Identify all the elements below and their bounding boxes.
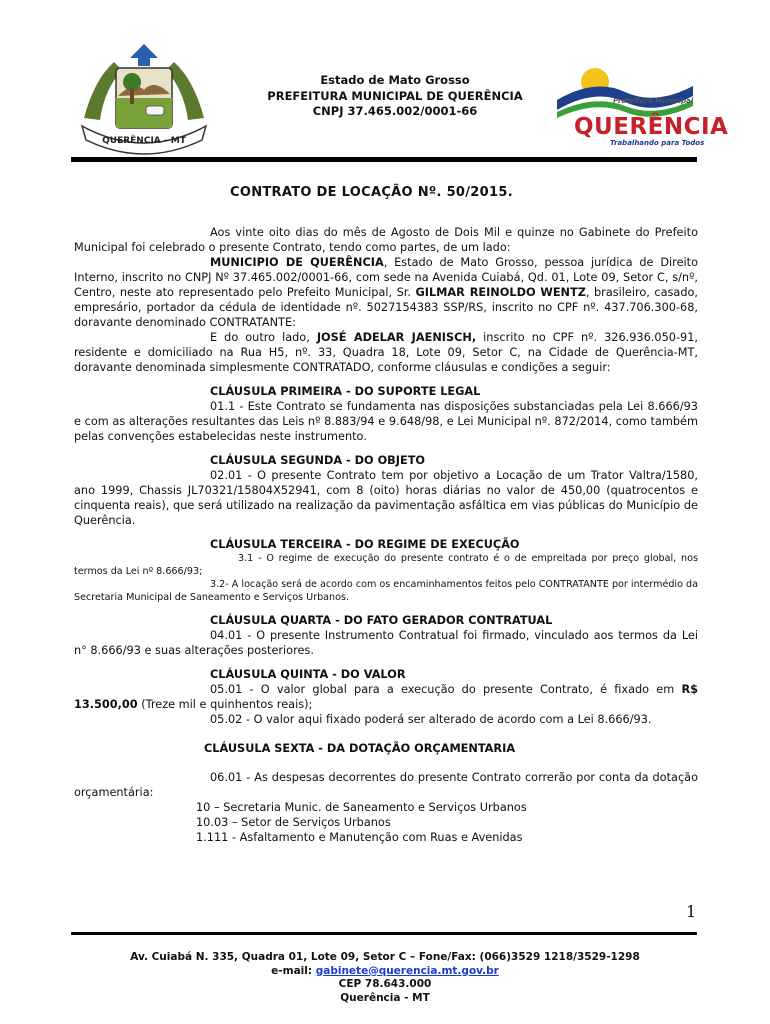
clause-2-text: 02.01 - O presente Contrato tem por objetivo a Locação de um Trator Valtra/1580, ano 1999, Chassis JL70321/15804X52941, com 8 (oito) horas diárias no valor de 450,00 (quatrocentos e cinquenta reais), que será utilizado na realização da pavimentação asfáltica em vias públicas do Município de Querência. — [74, 469, 698, 527]
logo-tagline: Trabalhando para Todos — [610, 139, 705, 147]
footer-address: Av. Cuiabá N. 335, Quadra 01, Lote 09, Setor C – Fone/Fax: (066)3529 1218/3529-1298 — [130, 951, 640, 963]
email-link[interactable]: gabinete@querencia.mt.gov.br — [315, 964, 499, 977]
contracting-party-paragraph: MUNICIPIO DE QUERÊNCIA, Estado de Mato Grosso, pessoa jurídica de Direito Interno, inscrito no CNPJ Nº 37.465.002/0001-66, com sede na Avenida Cuiabá, Qd. 01, Lote 09, Setor C, s/nº, Centro, neste ato representado pelo Prefeito Municipal, Sr. GILMAR REINOLDO WENTZ, brasileiro, casado, empresário, portador da cédula de identidade nº. 5027154383 SSP/RS, inscrito no CPF nº. 437.706.300-68, doravante denominado CONTRATANTE: — [74, 256, 699, 329]
clause-3-text-2: 3.2- A locação será de acordo com os encaminhamentos feitos pelo CONTRATANTE por intermédio da Secretaria Municipal de Saneamento e Serviços Urbanos. — [74, 579, 698, 603]
footer-email-line: e-mail: gabinete@querencia.mt.gov.br — [271, 964, 499, 977]
footer-city: Querência - MT — [340, 991, 430, 1004]
clause-2-title: CLÁUSULA SEGUNDA - DO OBJETO — [210, 454, 426, 467]
footer-divider — [71, 932, 697, 935]
intro-paragraph: Aos vinte oito dias do mês de Agosto de Dois Mil e quinze no Gabinete do Prefeito Municipal foi celebrado o presente Contrato, tendo como partes, de um lado: — [74, 226, 698, 254]
clause-3-title: CLÁUSULA TERCEIRA - DO REGIME DE EXECUÇÃO — [210, 538, 520, 551]
mayor-name: GILMAR REINOLDO WENTZ — [415, 286, 586, 299]
coat-of-arms-icon — [74, 40, 214, 160]
footer-cep: CEP 78.643.000 — [338, 978, 432, 990]
document-title: CONTRATO DE LOCAÇÃO Nº. 50/2015. — [230, 185, 513, 200]
header-prefecture: PREFEITURA MUNICIPAL DE QUERÊNCIA — [267, 88, 523, 103]
logo-name: QUERÊNCIA — [574, 114, 729, 140]
logo-small-text: Prefeitura Municipal — [613, 97, 694, 105]
clause-4-title: CLÁUSULA QUARTA - DO FATO GERADOR CONTRATUAL — [210, 614, 553, 627]
clause-1-title: CLÁUSULA PRIMEIRA - DO SUPORTE LEGAL — [210, 385, 481, 398]
header-cnpj: CNPJ 37.465.002/0001-66 — [312, 104, 478, 118]
footer — [100, 951, 670, 1005]
contracted-party-paragraph: E do outro lado, JOSÉ ADELAR JAENISCH, inscrito no CPF nº. 326.936.050-91, residente e domiciliado na Rua H5, nº. 33, Quadra 18, Lote 09, Setor C, na Cidade de Querência-MT, doravante denominada simplesmente CONTRATADO, conforme cláusulas e condições a seguir: — [74, 331, 698, 374]
clause-4-text: 04.01 - O presente Instrumento Contratual foi firmado, vinculado aos termos da Lei n° 8.666/93 e suas alterações posteriores. — [74, 629, 698, 657]
contracted-name: JOSÉ ADELAR JAENISCH, — [316, 331, 477, 344]
clause-1-text: 01.1 - Este Contrato se fundamenta nas disposições substanciadas pela Lei 8.666/93 e com as alterações resultantes das Leis nº 8.883/94 e 9.648/98, e Lei Municipal nº. 872/2014, como também pelas convenções estabelecidas neste instrumento. — [74, 400, 698, 443]
coat-banner-text: QUERÊNCIA - MT — [102, 136, 186, 146]
municipality-name: MUNICIPIO DE QUERÊNCIA — [210, 256, 384, 269]
header-divider — [71, 157, 697, 162]
budget-item: 10 – Secretaria Munic. de Saneamento e Serviços Urbanos — [196, 801, 527, 814]
clause-5-text-2: 05.02 - O valor aqui fixado poderá ser alterado de acordo com a Lei 8.666/93. — [210, 713, 652, 726]
page-number: 1 — [686, 902, 697, 921]
contract-body — [74, 225, 698, 845]
budget-item: 1.111 - Asfaltamento e Manutenção com Ruas e Avenidas — [196, 831, 523, 844]
clause-3-text-1: 3.1 - O regime de execução do presente contrato é o de empreitada por preço global, nos termos da Lei nº 8.666/93; — [74, 553, 698, 577]
contract-value: R$ 13.500,00 — [74, 683, 698, 711]
clause-6-title: CLÁUSULA SEXTA - DA DOTAÇÃO ORÇAMENTARIA — [204, 742, 516, 755]
clause-5-text-1: 05.01 - O valor global para a execução do presente Contrato, é fixado em R$ 13.500,00 (Treze mil e quinhentos reais); — [74, 683, 698, 711]
header-state: Estado de Mato Grosso — [320, 73, 470, 87]
clause-6-text: 06.01 - As despesas decorrentes do presente Contrato correrão por conta da dotação orçamentária: — [74, 771, 698, 799]
clause-5-title: CLÁUSULA QUINTA - DO VALOR — [210, 668, 406, 681]
header-block — [230, 73, 560, 120]
budget-item: 10.03 – Setor de Serviços Urbanos — [196, 816, 391, 829]
